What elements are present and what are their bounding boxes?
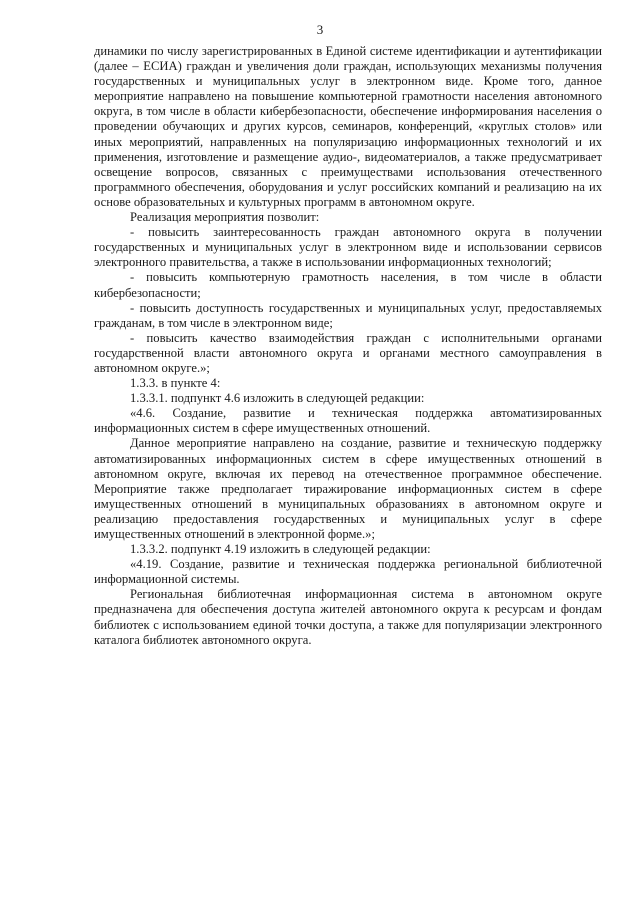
paragraph: Региональная библиотечная информационная система в автономном округе предназначена для обеспечения доступа жителей автономного округа к ресурсам и фондам библиотек с использованием единой точки доступа, а также для популяризации электронного каталога библиотек автономного округа. [94,587,602,647]
clause-heading: 1.3.3.1. подпункт 4.6 изложить в следующей редакции: [130,391,425,406]
paragraph: Реализация мероприятия позволит: [130,210,320,225]
paragraph: «4.19. Создание, развитие и техническая поддержка региональной библиотечной информационной системы. [94,557,602,587]
list-item: - повысить качество взаимодействия граждан с исполнительными органами государственной власти автономного округа и органами местного самоуправления в автономном округе.»; [94,330,602,375]
page-number: 3 [316,22,324,37]
clause-heading: 1.3.3. в пункте 4: [130,376,221,391]
paragraph: динамики по числу зарегистрированных в Единой системе идентификации и аутентификации (далее – ЕСИА) граждан и увеличения доли граждан, использующих механизмы получения государственных и муниципальных услуг в электронном виде. Кроме того, данное мероприятие направлено на повышение компьютерной грамотности населения автономного округа, в том числе в области кибербезопасности, обеспечение информирования населения о проведении обучающих и других курсов, семинаров, конференций, «круглых столов» или иных мероприятий, направленных на популяризацию информационных технологий и их применения, изготовление и размещение аудио-, видеоматериалов, а также предусматривает освещение вопросов, связанных с преимуществами использования отечественного программного обеспечения, оборудования и услуг российских компаний и реализацию на их основе образовательных и культурных программ в автономном округе. [94,44,602,209]
list-item: - повысить доступность государственных и муниципальных услуг, предоставляемых гражданам, в том числе в электронном виде; [94,300,602,330]
list-item: - повысить заинтересованность граждан автономного округа в получении государственных и муниципальных услуг в электронном виде и использовании сервисов электронного правительства, а также в использовании информационных технологий; [94,225,602,270]
clause-heading: 1.3.3.2. подпункт 4.19 изложить в следующей редакции: [130,542,431,557]
list-item: - повысить компьютерную грамотность населения, в том числе в области кибербезопасности; [94,270,602,300]
paragraph: «4.6. Создание, развитие и техническая поддержка автоматизированных информационных систем в сфере имущественных отношений. [94,406,602,436]
document-body [94,44,602,648]
paragraph: Данное мероприятие направлено на создание, развитие и техническую поддержку автоматизированных информационных систем в сфере имущественных отношений в автономном округе, включая их перевод на отечественное программное обеспечение. Мероприятие также предполагает тиражирование информационных систем в сфере имущественных отношений в муниципальных образованиях в автономном округе и реализацию предоставления государственных и муниципальных услуг в сфере имущественных отношений в электронной форме.»; [94,436,602,541]
